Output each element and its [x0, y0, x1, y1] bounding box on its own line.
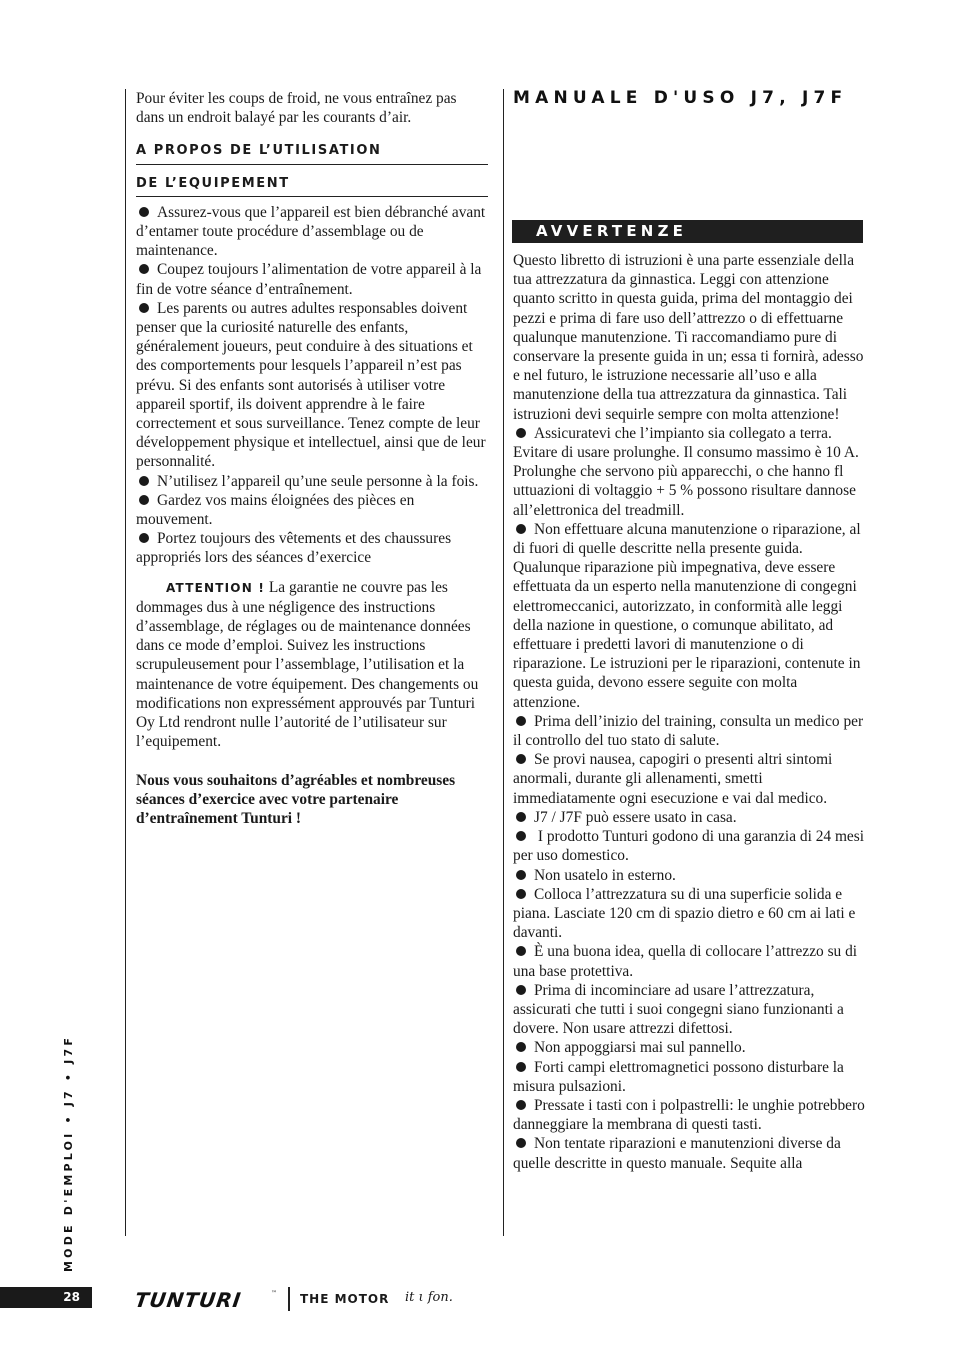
bullet-icon: [516, 985, 526, 995]
intro-paragraph: Questo libretto di istruzioni è una parte essenziale della tua attrezzatura da ginnastica. Leggi con attenzione quanto scritto in questa guida, prima del montaggio dei pezzi e prima di fare uso dell’attrezzo o di effettuarne qualunque manutenzione. Ti raccomandiamo pure di conservare la presente guida in un; essa ti fornirà, adesso e nel futuro, le istruzione necessarie all’uso e alla manutenzione della tua attrezzatura da ginnastica. Tali istruzioni devi sequirle sempre con molta attenzione!: [513, 252, 864, 423]
intro-paragraph: Pour éviter les coups de froid, ne vous entraînez pas dans un endroit balayé par les courants d’air.: [136, 90, 457, 127]
footer-divider: [288, 1287, 290, 1311]
list-item: Non usatelo in esterno.: [513, 866, 865, 885]
list-item: J7 / J7F può essere usato in casa.: [513, 808, 865, 827]
list-item: Les parents ou autres adultes responsables doivent penser que la curiosité naturelle des enfants, généralement joueurs, peut conduire à des situations et des comportements pour lesquels l’appareil n’est pas prévu. Si des enfants sont autorisés à utiliser votre appareil sportif, ils doivent apprendre à le faire correctement et sous surveillance. Tenez compte de leur développement physique et intellectuel, ainsi que de leur personnalité.: [136, 299, 486, 471]
list-item: Prima di incominciare ad usare l’attrezzatura, assicurati che tutti i suoi congegni siano funzionanti a dovere. Non usare attrezzi difettosi.: [513, 981, 844, 1038]
bullet-icon: [139, 495, 149, 505]
bullet-icon: [516, 524, 526, 534]
attention-text: La garantie ne couvre pas les dommages dus à une négligence des instructions d’assemblage, de réglages ou de maintenance données dans ce mode d’emploi. Suivez les instructions scrupuleusement pour l’assemblage, l’utilisation et la maintenance de votre équipement. Des changements ou modifications non expressément approuvés par Tunturi Oy Ltd rendront nulle l’autorité de l’utilisateur sur l’equipement.: [136, 578, 479, 751]
section-heading-1: A PROPOS DE L’UTILISATION: [136, 141, 488, 164]
bullet-icon: [516, 889, 526, 899]
attention-label: ATTENTION !: [166, 580, 265, 595]
tunturi-logo: TUNTURI: [133, 1288, 244, 1312]
list-item: Portez toujours des vêtements et des chaussures appropriés lors des séances d’exercice: [136, 530, 452, 567]
list-item: Assicuratevi che l’impianto sia collegato a terra. Evitare di usare prolunghe. Il consumo massimo è 10 A. Prolunghe che servono più apparecchi, o che hanno fl uttuazioni di voltaggio + 5 % possono risultare dannose all’elettronica del treadmill.: [513, 424, 859, 519]
list-item: Prima dell’inizio del training, consulta un medico per il controllo del tuo stato di salute.: [513, 712, 864, 750]
trademark-mark: ™: [271, 1290, 277, 1297]
list-item: Gardez vos mains éloignées des pièces en mouvement.: [136, 491, 415, 529]
footer-tagline-script: it ι fon.: [405, 1290, 453, 1305]
footer-tagline: THE MOTOR: [300, 1292, 390, 1306]
attention-paragraph: [136, 578, 488, 752]
list-item: Non tentate riparazioni e manutenzioni diverse da quelle descritte in questo manuale. Sequite alla: [513, 1135, 841, 1172]
list-item: Assurez-vous que l’appareil est bien débranché avant d’entamer toute procédure d’assemblage ou de maintenance.: [136, 203, 486, 260]
bullet-icon: [516, 812, 526, 822]
list-item: Se provi nausea, capogiri o presenti altri sintomi anormali, durante gli allenamenti, smetti immediatamente ogni esecuzione e vai dal medico.: [513, 751, 833, 807]
list-item: Pressate i tasti con i polpastrelli: le unghie potrebbero danneggiare la membrana di questi tasti.: [513, 1096, 865, 1134]
bullet-icon: [516, 1100, 526, 1110]
bullet-list: [136, 203, 488, 568]
bullet-icon: [516, 831, 526, 841]
left-column: [136, 89, 488, 828]
page-title: MANUALE D'USO J7, J7F: [513, 88, 848, 108]
bullet-icon: [516, 1138, 526, 1148]
closing-paragraph: Nous vous souhaitons d’agréables et nombreuses séances d’exercice avec votre partenaire d’entraînement Tunturi !: [136, 771, 456, 827]
bullet-icon: [139, 207, 149, 217]
bullet-icon: [516, 946, 526, 956]
list-item: Forti campi elettromagnetici possono disturbare la misura pulsazioni.: [513, 1058, 844, 1095]
bullet-icon: [139, 476, 149, 486]
center-column-rule: [503, 89, 504, 1236]
list-item: Colloca l’attrezzatura su di una superficie solida e piana. Lasciate 120 cm di spazio dietro e 60 cm ai lati e davanti.: [513, 885, 856, 942]
left-column-rule: [125, 89, 126, 1236]
page-number: 28: [0, 1287, 92, 1308]
bullet-icon: [516, 870, 526, 880]
list-item: I prodotto Tunturi godono di una garanzia di 24 mesi per uso domestico.: [513, 828, 865, 865]
bullet-icon: [516, 716, 526, 726]
section-heading-2: DE L’EQUIPEMENT: [136, 174, 488, 197]
list-item: N’utilisez l’appareil qu’une seule personne à la fois.: [136, 472, 488, 491]
bullet-icon: [516, 1042, 526, 1052]
bullet-icon: [139, 264, 149, 274]
side-running-label: MODE D'EMPLOI • J7 • J7F: [62, 1034, 75, 1272]
right-column: [513, 251, 865, 1173]
bullet-icon: [516, 428, 526, 438]
warnings-heading: AVVERTENZE: [512, 220, 863, 243]
list-item: Non effettuare alcuna manutenzione o riparazione, al di fuori di quelle descritte nella presente guida. Qualunque riparazione più impegnativa, deve essere effettuata da un esperto nella manutenzione di congegni elettromeccanici, autorizzato, in conformità alle leggi della nazione in questione, o comunque abilitato, ad effettuare i predetti lavori di manutenzione o di riparazione. Le istruzioni per le riparazioni, contenute in questa guida, devono essere seguite con molta attenzione.: [513, 520, 861, 711]
list-item: Coupez toujours l’alimentation de votre appareil à la fin de votre séance d’entraînement.: [136, 261, 482, 298]
bullet-icon: [139, 533, 149, 543]
list-item: Non appoggiarsi mai sul pannello.: [513, 1038, 865, 1057]
bullet-icon: [516, 1062, 526, 1072]
bullet-icon: [139, 303, 149, 313]
bullet-list: [513, 424, 865, 1173]
list-item: È una buona idea, quella di collocare l’attrezzo su di una base protettiva.: [513, 943, 858, 980]
bullet-icon: [516, 754, 526, 764]
